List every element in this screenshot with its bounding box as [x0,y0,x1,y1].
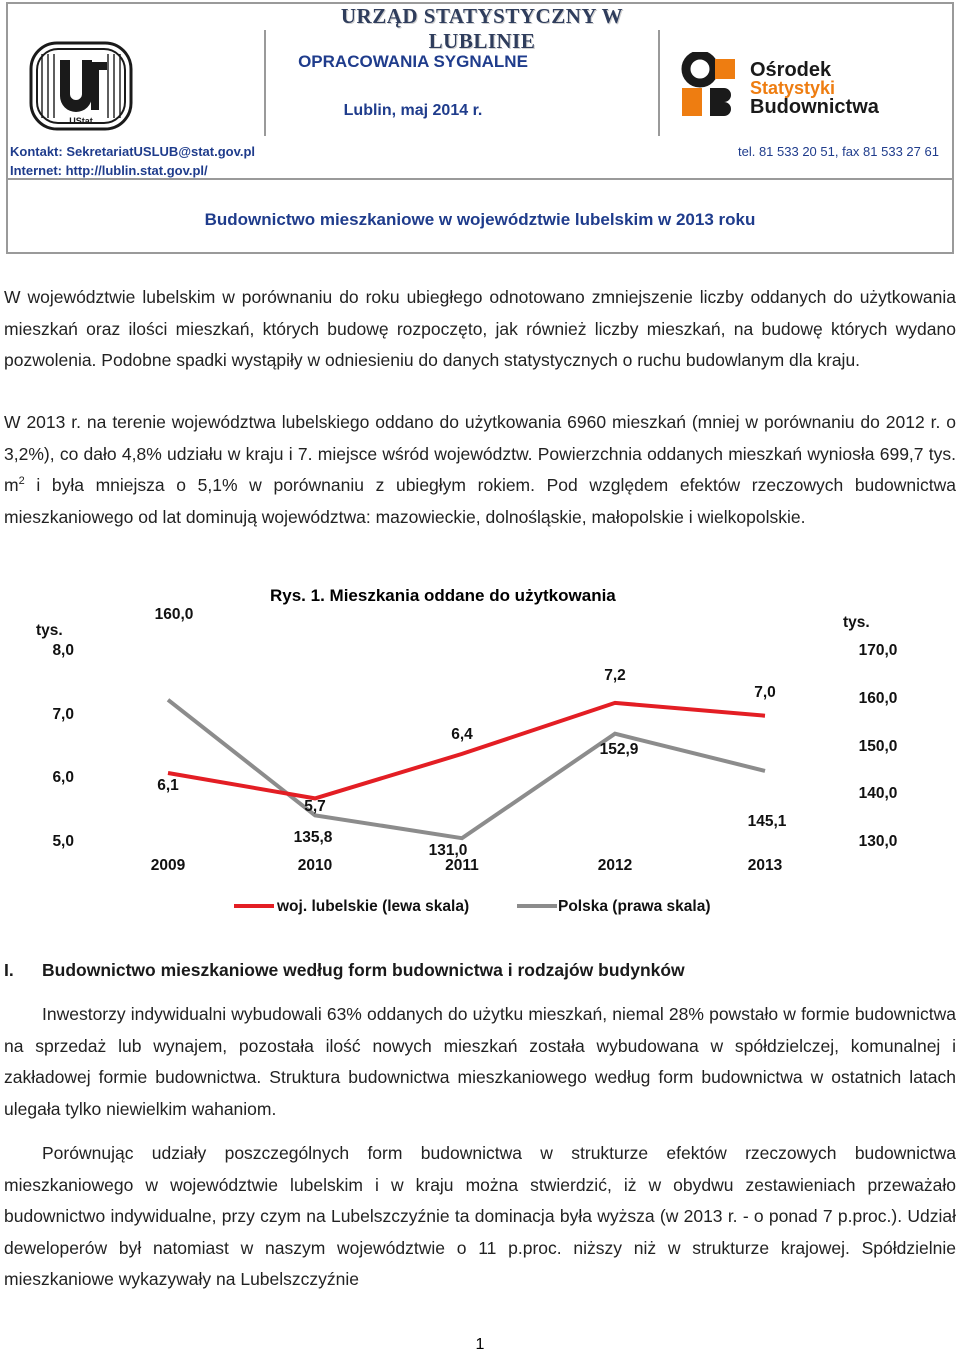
chart-title: Rys. 1. Mieszkania oddane do użytkowania [270,586,616,605]
data-label-lubelskie: 7,0 [754,683,776,701]
x-axis-tick: 2011 [445,857,479,874]
x-axis-tick: 2012 [597,857,633,874]
osb-logo-word-1: Ośrodek [750,59,832,81]
intro-paragraph-2-sup: 2 [18,475,25,488]
office-name: URZĄD STATYSTYCZNY W LUBLINIE [340,4,624,53]
x-axis-tick: 2010 [297,857,333,874]
section-heading [4,960,956,981]
right-axis-unit: tys. [843,614,870,631]
data-label-lubelskie: 7,2 [604,666,626,684]
left-axis-tick: 7,0 [52,705,74,723]
series-line-polska [168,700,765,838]
x-axis-tick: 2009 [150,857,186,874]
right-axis-tick: 130,0 [858,833,898,850]
section-paragraph-1: Inwestorzy indywidualni wybudowali 63% oddanych do użytku mieszkań, niemal 28% powstało w formie budownictwa na sprzedaż lub wynajem, pozostała ilość nowych mieszkań została wybudowana w spółdzielczej, komunalnej i zakładowej formie budownictwa. Struktura budownictwa mieszkaniowego według form budownictwa w ostatnich latach ulegała tylko niewielkim wahaniom. [4,1004,956,1119]
data-label-polska: 131,0 [428,842,468,860]
data-label-polska: 152,9 [599,740,639,758]
section-paragraph-2: Porównując udziały poszczególnych form budownictwa w strukturze efektów rzeczowych budownictwa mieszkaniowego w województwie lubelskim i w kraju można stwierdzić, iż w obydwu zestawieniach przeważało budownictwo indywidualne, przy czym na Lubelszczyźnie ta dominacja była wyższa (w 2013 r. - o ponad 7 p.proc.). Udział deweloperów był natomiast w naszym województwie o 11 p.proc. niższy niż w strukturze krajowej. Spółdzielnie mieszkaniowe wykazywały na Lubelszczyźnie [4,1143,956,1289]
contact-email[interactable]: Kontakt: SekretariatUSLUB@stat.gov.pl [10,144,256,159]
osb-logo-word-3: Budownictwa [750,96,879,118]
data-label-polska: 135,8 [293,829,333,847]
publication-type: OPRACOWANIA SYGNALNE [298,52,528,71]
contact-website[interactable]: Internet: http://lublin.stat.gov.pl/ [10,163,208,178]
legend-label-lubelskie: woj. lubelskie (lewa skala) [277,898,470,915]
right-axis-tick: 140,0 [858,785,898,803]
report-title: Budownictwo mieszkaniowe w województwie lubelskim w 2013 roku [204,210,756,229]
right-axis-tick: 150,0 [858,737,898,755]
x-axis-tick: 2013 [747,857,783,874]
data-label-polska: 145,1 [747,812,787,830]
section-title: Budownictwo mieszkaniowe według form budownictwa i rodzajów budynków [42,960,685,980]
data-label-lubelskie: 6,4 [451,725,473,743]
left-axis-tick: 5,0 [52,833,74,850]
right-axis-tick: 170,0 [858,642,898,659]
publication-date: Lublin, maj 2014 r. [343,102,483,119]
data-label-lubelskie: 5,7 [304,798,326,816]
intro-paragraph-2-part-b: i była mniejsza o 5,1% w porównaniu z ubiegłym rokiem. Pod względem efektów rzeczowych budownictwa mieszkaniowego od lat dominują województwa: mazowieckie, dolnośląskie, małopolskie i wielkopolskie. [4,475,956,527]
legend-label-polska: Polska (prawa skala) [558,898,711,915]
intro-paragraph-1: W województwie lubelskim w porównaniu do roku ubiegłego odnotowano zmniejszenie liczby oddanych do użytkowania mieszkań oraz ilości mieszkań, których budowę rozpoczęto, jak również liczby mieszkań, na budowę których wydano pozwolenia. Podobne spadki wystąpiły w odniesieniu do danych statystycznych o ruchu budowlanym dla kraju. [4,287,956,370]
ustat-logo-text: UStat [69,116,93,126]
left-axis-tick: 8,0 [52,642,74,659]
contact-phone: tel. 81 533 20 51, fax 81 533 27 61 [738,144,939,159]
osb-logo-word-2: Statystyki [750,78,836,98]
data-label-lubelskie: 6,1 [157,776,179,794]
intro-paragraph-2-part-a: W 2013 r. na terenie województwa lubelskiego oddano do użytkowania 6960 mieszkań (mniej w porównaniu do 2012 r. o 3,2%), co dało 4,8% udziału w kraju i 7. miejsce wśród województw. Powierzchnia oddanych mieszkań wyniosła 699,7 tys. m [4,412,956,495]
data-label-polska: 160,0 [154,605,194,623]
left-axis-unit: tys. [36,622,63,639]
left-axis-tick: 6,0 [52,769,74,787]
section-number: I. [4,960,14,980]
page-number: 1 [475,1336,485,1353]
right-axis-tick: 160,0 [858,689,898,707]
